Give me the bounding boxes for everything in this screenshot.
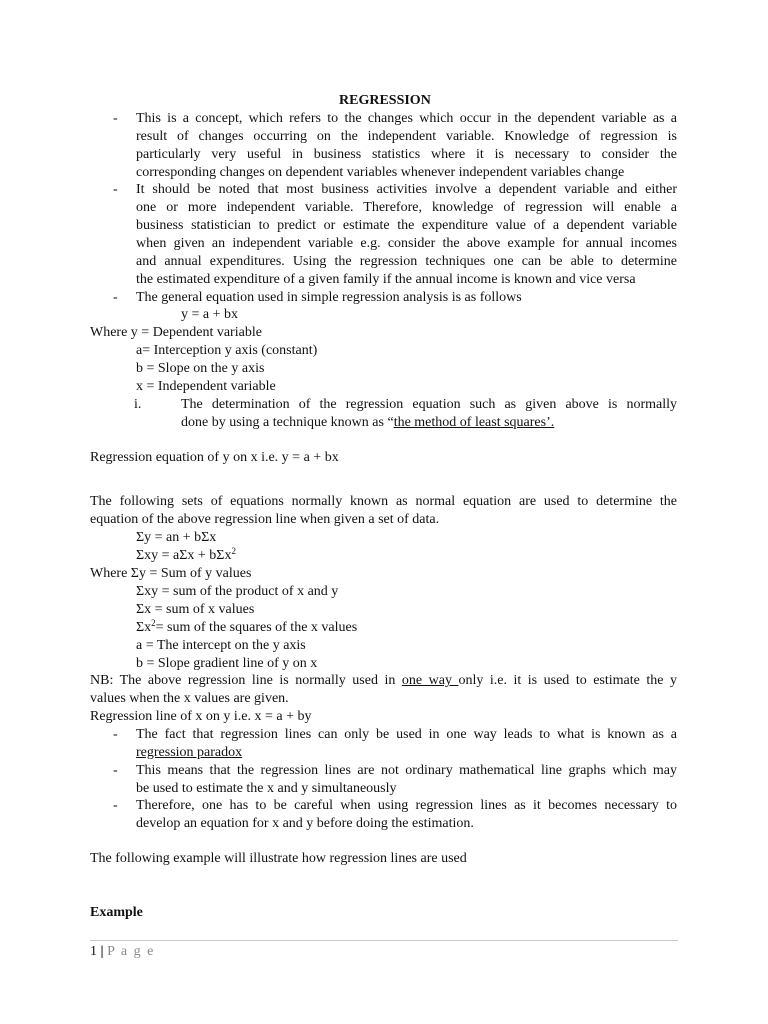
- bullet-dash: -: [113, 727, 118, 742]
- footer-divider: [90, 940, 678, 941]
- where-sums-lead: Where Σy = Sum of y values: [90, 566, 252, 581]
- paragraph-line: result of changes occurring on the independent variable. Knowledge of regression is: [136, 129, 677, 144]
- page-number: 1: [90, 944, 97, 959]
- paragraph-line: business statistician to predict or estimate the expenditure value of a dependent variable: [136, 218, 677, 233]
- paragraph-line: be used to estimate the x and y simultaneously: [136, 781, 397, 796]
- definition-item: a= Interception y axis (constant): [136, 343, 318, 358]
- definition-item: Σx = sum of x values: [136, 602, 255, 617]
- regression-y-on-x: Regression equation of y on x i.e. y = a + bx: [90, 450, 339, 465]
- item-number: i.: [134, 397, 142, 412]
- paragraph-line: particularly very useful in business statistics where it is necessary to consider the: [136, 147, 677, 162]
- page-footer: [90, 943, 155, 961]
- where-definitions-lead: Where y = Dependent variable: [90, 325, 262, 340]
- one-way-term: one way: [401, 673, 459, 688]
- definition-item: x = Independent variable: [136, 379, 276, 394]
- example-intro: The following example will illustrate how regression lines are used: [90, 851, 467, 866]
- page-title: REGRESSION: [339, 93, 431, 108]
- regression-x-on-y: Regression line of x on y i.e. x = a + by: [90, 709, 312, 724]
- regression-paradox-term: regression paradox: [136, 745, 243, 760]
- bullet-dash: -: [113, 763, 118, 778]
- paragraph-line: This is a concept, which refers to the changes which occur in the dependent variable as a: [136, 111, 677, 126]
- bullet-dash: -: [113, 290, 118, 305]
- definition-item: Σxy = sum of the product of x and y: [136, 584, 339, 599]
- paragraph-line: Therefore, one has to be careful when using regression lines as it becomes necessary to: [136, 798, 677, 813]
- paragraph-line: develop an equation for x and y before doing the estimation.: [136, 816, 474, 831]
- nb-note-continued: values when the x values are given.: [90, 691, 289, 706]
- least-squares-term: the method of least squares’.: [393, 415, 555, 430]
- paragraph-line: and annual expenditures. Using the regression techniques one can be able to determine: [136, 254, 677, 269]
- paragraph-line: one or more independent variable. Therefore, knowledge of regression will enable a: [136, 200, 677, 215]
- definition-item: a = The intercept on the y axis: [136, 638, 306, 653]
- paragraph-line: This means that the regression lines are not ordinary mathematical line graphs which may: [136, 763, 677, 778]
- paragraph-line: equation of the above regression line when given a set of data.: [90, 512, 440, 527]
- paragraph-line: The following sets of equations normally known as normal equation are used to determine the: [90, 494, 677, 509]
- definition-item: b = Slope on the y axis: [136, 361, 265, 376]
- bullet-dash: -: [113, 798, 118, 813]
- paragraph-line: It should be noted that most business activities involve a dependent variable and either: [136, 182, 677, 197]
- normal-equation: Σxy = aΣx + bΣx$^2$: [136, 546, 236, 563]
- page-label: P a g e: [107, 944, 155, 959]
- definition-item: b = Slope gradient line of y on x: [136, 656, 318, 671]
- bullet-dash: -: [113, 182, 118, 197]
- definition-item: $\Sigma x^2=$ sum of the squares of the x values: [136, 618, 358, 635]
- nb-note: NB: The above regression line is normally used in one way only i.e. it is used to estimate the y: [90, 673, 678, 688]
- example-heading: Example: [90, 905, 143, 920]
- paragraph-line: when given an independent variable e.g. consider the above example for annual incomes: [136, 236, 677, 251]
- footer-separator: |: [100, 944, 104, 959]
- paragraph-line: The determination of the regression equation such as given above is normally: [181, 397, 677, 412]
- regression-equation: y = a + bx: [181, 307, 239, 322]
- paragraph-line: corresponding changes on dependent variables whenever independent variables change: [136, 165, 625, 180]
- paragraph-line: done by using a technique known as “the method of least squares’.: [181, 415, 555, 430]
- paragraph-line: The fact that regression lines can only be used in one way leads to what is known as a: [136, 727, 677, 742]
- normal-equation: Σy = an + bΣx: [136, 530, 217, 545]
- bullet-dash: -: [113, 111, 118, 126]
- paragraph-line: the estimated expenditure of a given family if the annual income is known and vice versa: [136, 272, 636, 287]
- paragraph-line: The general equation used in simple regression analysis is as follows: [136, 290, 522, 305]
